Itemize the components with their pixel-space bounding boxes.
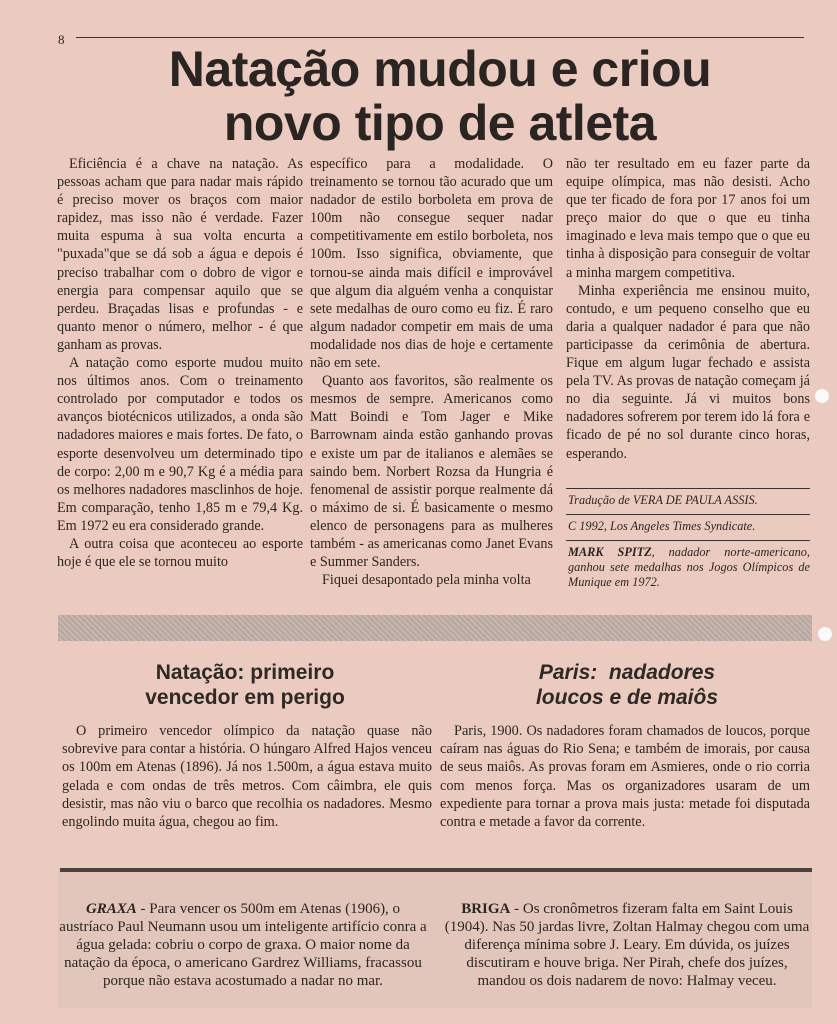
headline-line-2: novo tipo de atleta: [223, 95, 657, 151]
top-rule: [76, 37, 804, 38]
paragraph: Fiquei desapontado pela minha volta: [322, 572, 531, 589]
sidebar-title: [50, 660, 440, 710]
paragraph: A outra coisa que aconteceu ao esporte hoje é que ele se tornou muito: [57, 535, 303, 571]
punch-hole: [818, 627, 832, 641]
page-number: 8: [58, 32, 65, 47]
paragraph: A natação como esporte mudou muito nos últimos anos. Com o treinamento controlado por computador e todos os avanços biotécnicos utilizados, a onda são nadadores maiores e mais fortes. De fato, o esporte desenvolveu um determinado tipo de corpo: 2,00 m e 90,7 Kg é a média para os melhores nadadores masclinhos de hoje. Em comparação, tenho 1,85 m e 79,4 Kg. Em 1972 eu era considerado grande.: [57, 355, 303, 534]
paragraph: Eficiência é a chave na natação. As pessoas acham que para nadar mais rápido é preciso mover os braços com maior rapidez, mas isso não é verdade. Fazer muita espuma à sua volta encurta a "puxada"que se dá sob a água e depois é preciso trabalhar com o dobro de vigor e energia para compensar aquilo que se perdeu. Braçadas lisas e profundas - e quanto menor o número, melhor - é que ganham as provas.: [57, 156, 303, 353]
sidebar-title-line: Natação: primeiro: [155, 661, 335, 684]
paragraph: não ter resultado em eu fazer parte da equipe olímpica, mas não desisti. Acho que ter ficado de fora por 17 anos foi um preço maior do que o que eu tinha imaginado e leva mais tempo que o que eu tinha à disposição para conseguir de voltar a minha margem competitiva.: [566, 156, 810, 281]
credits-box: [566, 488, 810, 596]
note-lead: GRAXA: [85, 901, 137, 917]
sidebar-text: [440, 722, 810, 831]
translation-credit: Tradução de VERA DE PAULA ASSIS.: [568, 493, 758, 507]
paragraph: O primeiro vencedor olímpico da natação quase não sobrevive para contar a história. O húngaro Alfred Hajos venceu os 100m em Atenas (1896). Já nos 1.500m, a água estava muito gelada e com ondas de três metros. Com câimbra, ele quis desistir, mas não viu o barco que recolhia os nadadores. Mesmo engolindo muita água, chegou ao fim.: [62, 723, 432, 831]
note-lead: BRIGA: [461, 901, 511, 917]
copyright-credit: C 1992, Los Angeles Times Syndicate.: [568, 519, 756, 533]
sidebar-title-line: vencedor em perigo: [145, 686, 345, 709]
note: [442, 900, 812, 990]
paragraph: específico para a modalidade. O treinamento se tornou tão acurado que um nadador de estilo borboleta em prova de 100m não consegue sequer nadar competitivamente em estilo borboleta, nos 100m. Isso significa, obviamente, que tornou-se ainda mais difícil e improvável que algum dia alguém venha a conquistar sete medalhas de ouro como eu fiz. É raro algum nadador competir em mais de uma modalidade nos dias de hoje e certamente não em sete.: [310, 156, 553, 372]
article-column-3: [566, 155, 810, 463]
paragraph: Paris, 1900. Os nadadores foram chamados de loucos, porque caíram nas águas do Rio Sena; e também de imorais, por causa de seus maiôs. As provas foram em Asmieres, onde o rio corria com menos força. Mas os organizadores usaram de um expediente para tornar a prova mais justa: metade foi disputada contra e metade a favor da corrente.: [440, 723, 810, 831]
note: [58, 900, 428, 990]
headline-line-1: Natação mudou e criou: [168, 41, 712, 97]
paragraph: Minha experiência me ensinou muito, contudo, e um pequeno conselho que eu daria a qualquer nadador é para que não participasse da cerimônia de abertura. Fique em algum lugar fechado e assista pela TV. As provas de natação começam já no dia seguinte. Já vi muitos bons nadadores sofrerem por terem ido lá fora e ficado de pé no sol durante cinco horas, esperando.: [566, 282, 810, 462]
article-column-1: [57, 155, 303, 571]
headline: [40, 42, 837, 150]
author-description: , nadador norte-americano, ganhou sete medalhas nos Jogos Olímpicos de Munique em 1972.: [568, 545, 810, 589]
article-column-2: [310, 155, 553, 589]
thick-divider: [60, 868, 812, 872]
punch-hole: [815, 389, 829, 403]
sidebar-title: [432, 660, 822, 710]
note-text: - Os cronômetros fizeram falta em Saint Louis (1904). Nas 50 jardas livre, Zoltan Halmay chegou com uma diferença mínima sobre J. Leary. Em dúvida, os juízes discutiram e houve briga. Ner Pirah, chefe dos juízes, mandou os dois nadarem de novo: Halmay veceu.: [444, 901, 810, 989]
note-text: - Para vencer os 500m em Atenas (1906), o austríaco Paul Neumann usou um inteligente artifício conra a água gelada: cobriu o corpo de graxa. O maior nome da natação da época, o americano Gardrez Williams, fracassou porque não estava acostumado a nadar no mar.: [59, 901, 427, 989]
author-bio: [566, 541, 810, 596]
paragraph: Quanto aos favoritos, são realmente os mesmos de sempre. Americanos como Matt Boindi e Tom Jager e Mike Barrownam ainda estão ganhando provas e existe um par de italianos e alemães se saindo bem. Norbert Rozsa da Hungria é fenomenal de assistir porque realmente dá o máximo de si. É basicamente o mesmo elenco de personagens para as mulheres também - as americanas como Janet Evans e Summer Sanders.: [310, 373, 553, 571]
sidebar-title-line: loucos e de maiôs: [535, 686, 719, 709]
hatched-divider-bar: [58, 615, 812, 641]
sidebar-title-line: Paris: nadadores: [538, 661, 716, 684]
sidebar-text: [62, 722, 432, 831]
author-name: MARK SPITZ: [568, 545, 652, 559]
